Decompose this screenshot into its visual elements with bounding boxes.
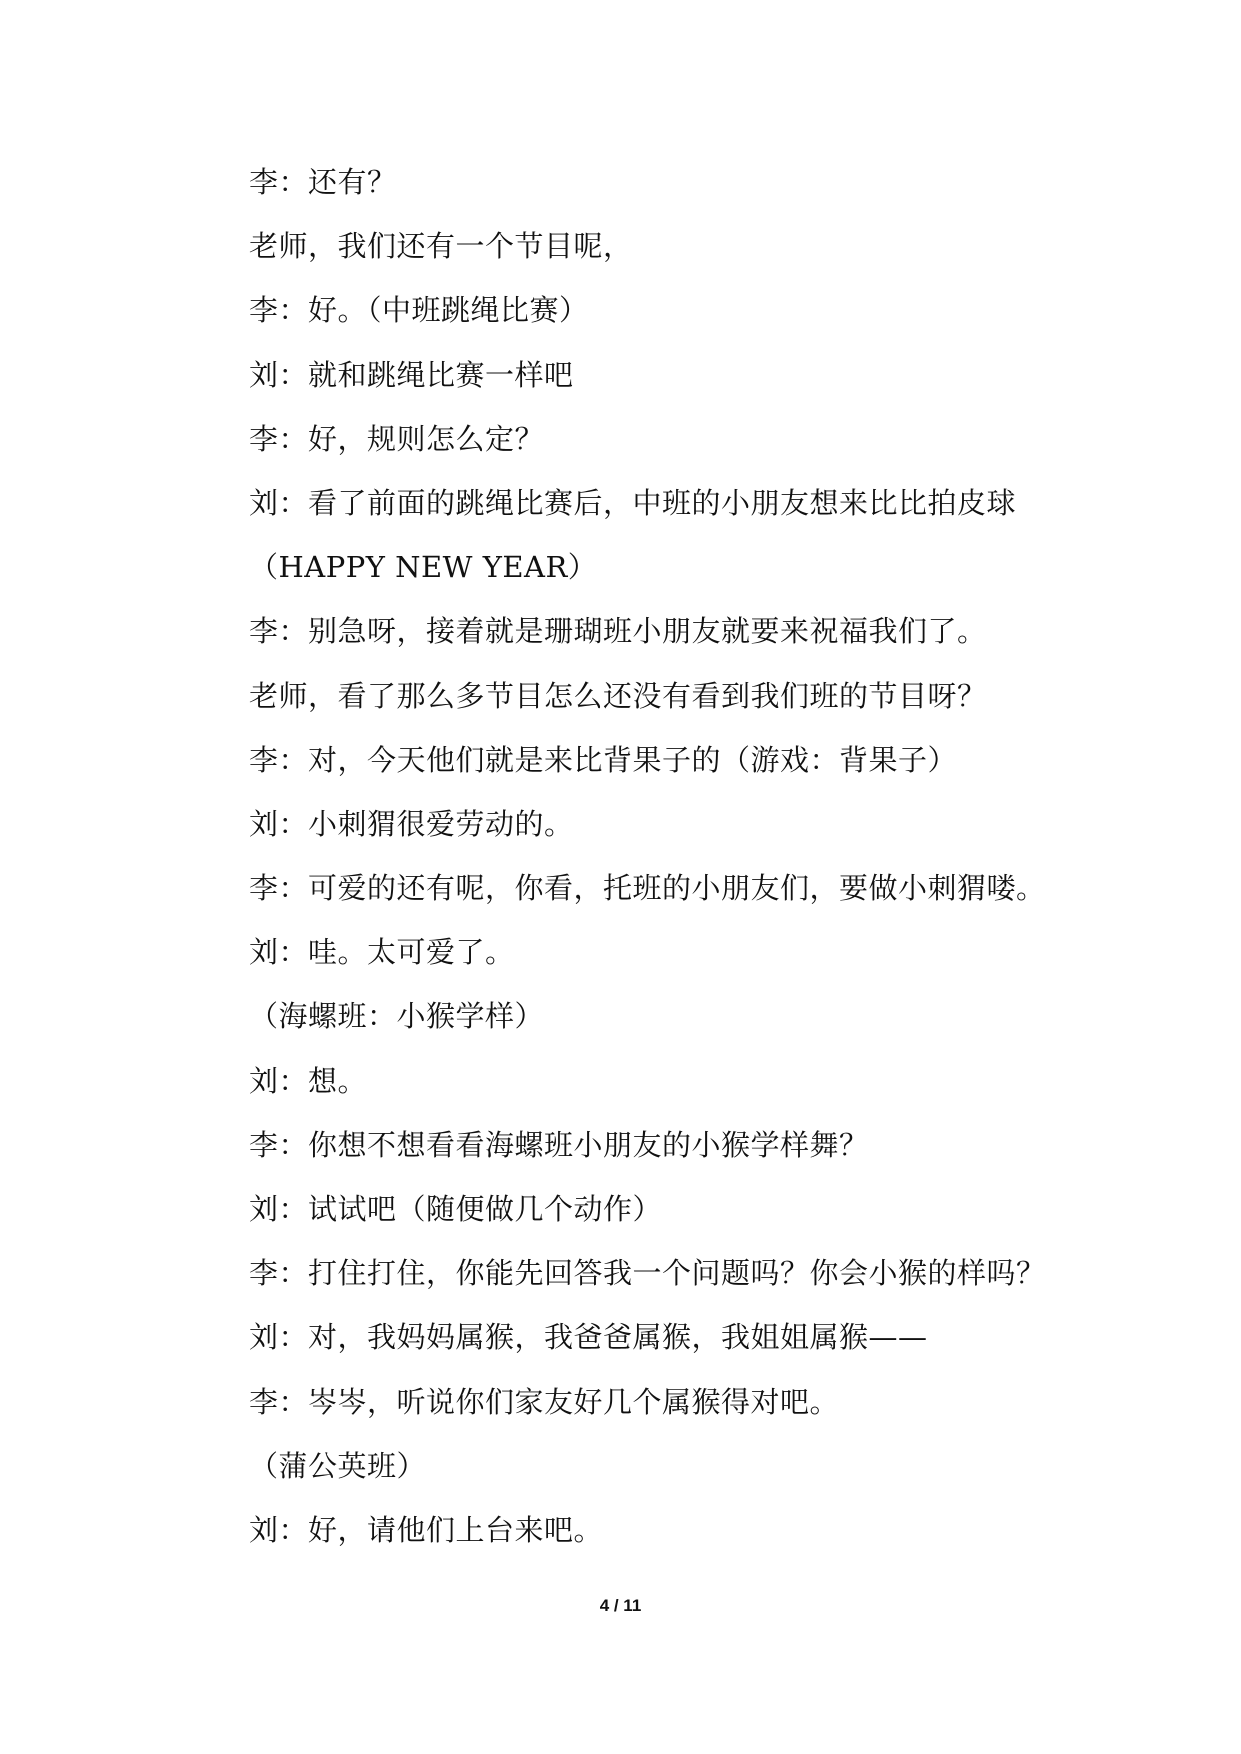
script-line: （海螺班：小猴学样） [249, 999, 545, 1034]
script-line: 李：好，规则怎么定？ [249, 421, 545, 456]
script-line: （HAPPY NEW YEAR） [249, 550, 598, 585]
script-line: 刘：小刺猬很爱劳动的。 [249, 806, 574, 841]
script-line: 刘：哇。太可爱了。 [249, 935, 515, 970]
script-line: 李：可爱的还有呢，你看，托班的小朋友们，要做小刺猬喽。 [249, 871, 1046, 906]
script-line: 李：对，今天他们就是来比背果子的（游戏：背果子） [249, 742, 958, 777]
script-line: 刘：就和跳绳比赛一样吧 [249, 357, 574, 392]
script-line: 刘：看了前面的跳绳比赛后，中班的小朋友想来比比拍皮球 [249, 485, 1017, 520]
script-line: 李：别急呀，接着就是珊瑚班小朋友就要来祝福我们了。 [249, 614, 987, 649]
script-line: 李：打住打住，你能先回答我一个问题吗？你会小猴的样吗？ [249, 1256, 1046, 1291]
script-line: 刘：好，请他们上台来吧。 [249, 1512, 604, 1547]
script-line: 李：岑岑，听说你们家友好几个属猴得对吧。 [249, 1384, 840, 1419]
script-line: 刘：想。 [249, 1063, 368, 1098]
script-line: 老师，我们还有一个节目呢， [249, 229, 633, 264]
script-text [249, 158, 1089, 1570]
script-line: 刘：试试吧（随便做几个动作） [249, 1192, 663, 1226]
script-line: （蒲公英班） [249, 1448, 427, 1483]
script-line: 李：好。（中班跳绳比赛） [249, 293, 589, 328]
script-line: 老师，看了那么多节目怎么还没有看到我们班的节目呀？ [249, 678, 987, 713]
script-line: 李：还有？ [249, 165, 397, 199]
script-line: 李：你想不想看看海螺班小朋友的小猴学样舞？ [249, 1127, 869, 1162]
script-line: 刘：对，我妈妈属猴，我爸爸属猴，我姐姐属猴—— [249, 1320, 928, 1355]
page-number: 4 / 11 [599, 1596, 642, 1615]
